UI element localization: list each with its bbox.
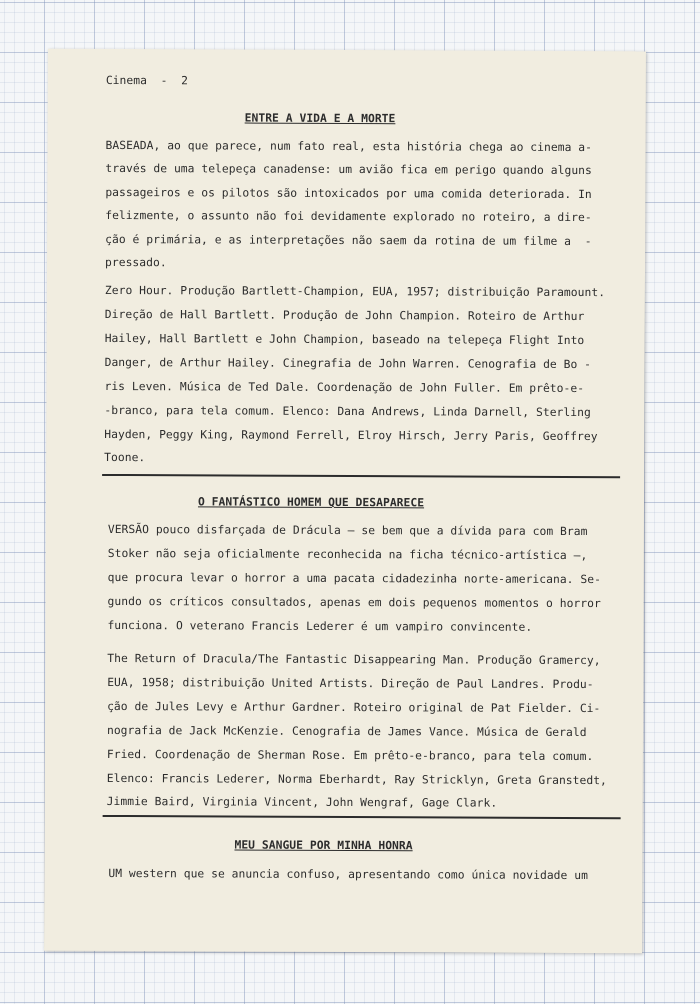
- text-line: ção de Jules Levy e Arthur Gardner. Roteiro original de Pat Fielder. Ci-: [107, 699, 601, 716]
- text-line: -branco, para tela comum. Elenco: Dana Andrews, Linda Darnell, Sterling: [104, 403, 591, 420]
- page-header: Cinema - 2: [105, 73, 189, 88]
- text-line: EUA, 1958; distribuição United Artists. Direção de Paul Landres. Produ-: [107, 675, 594, 692]
- typewritten-page: [44, 49, 646, 954]
- section-title-fantastico-homem: O FANTÁSTICO HOMEM QUE DESAPARECE: [197, 495, 425, 510]
- text-line: que procura levar o horror a uma pacata cidadezinha norte-americana. Se-: [107, 570, 601, 587]
- text-line: VERSÃO pouco disfarçada de Drácula — se bem que a dívida para com Bram: [107, 522, 588, 539]
- text-line: nografia de Jack McKenzie. Cenografia de James Vance. Música de Gerald: [106, 723, 587, 740]
- text-line: Fried. Coordenação de Sherman Rose. Em prêto-e-branco, para tela comum.: [106, 747, 594, 764]
- text-line: passageiros e os pilotos são intoxicados por uma comida deteriorada. In: [105, 185, 592, 202]
- text-line: Toone.: [104, 450, 146, 465]
- text-line: ris Leven. Música de Ted Dale. Coordenação de John Fuller. Em prêto-e-: [104, 379, 585, 396]
- text-line: funciona. O veterano Francis Lederer é um vampiro convincente.: [107, 618, 533, 634]
- text-line: UM western que se anuncia confuso, apresentando como única novidade um: [108, 866, 588, 883]
- text-line: pressado.: [105, 255, 167, 270]
- text-line: Jimmie Baird, Virginia Vincent, John Wengraf, Gage Clark.: [106, 794, 498, 810]
- text-line: Elenco: Francis Lederer, Norma Eberhardt, Ray Stricklyn, Greta Granstedt,: [106, 771, 607, 788]
- text-line: Hailey, Hall Bartlett e John Champion, baseado na telepeça Flight Into: [104, 331, 585, 348]
- text-line: Direção de Hall Bartlett. Produção de John Champion. Roteiro de Arthur: [104, 307, 585, 324]
- section-divider: [103, 815, 621, 819]
- text-line: gundo os críticos consultados, apenas em dois pequenos momentos o horror: [107, 594, 601, 611]
- section-divider: [102, 474, 620, 478]
- text-line: Danger, de Arthur Hailey. Cinegrafia de John Warren. Cenografia de Bo -: [104, 355, 592, 372]
- section-title-meu-sangue: MEU SANGUE POR MINHA HONRA: [234, 838, 413, 853]
- text-line: través de uma telepeça canadense: um avião fica em perigo quando alguns: [105, 161, 592, 178]
- text-line: felizmente, o assunto não foi devidamente explorado no roteiro, a dire-: [105, 208, 592, 225]
- text-line: ção é primária, e as interpretações não saem da rotina de um filme a -: [105, 232, 592, 249]
- text-line: BASEADA, ao que parece, num fato real, esta história chega ao cinema a-: [105, 138, 593, 155]
- text-line: Zero Hour. Produção Bartlett-Champion, EUA, 1957; distribuição Paramount.: [104, 283, 606, 300]
- text-line: Stoker não seja oficialmente reconhecida na ficha técnico-artística —,: [107, 546, 588, 563]
- text-line: The Return of Dracula/The Fantastic Disappearing Man. Produção Gramercy,: [107, 651, 601, 668]
- text-line: Hayden, Peggy King, Raymond Ferrell, Elroy Hirsch, Jerry Paris, Geoffrey: [104, 427, 598, 444]
- section-title-entre-a-vida: ENTRE A VIDA E A MORTE: [244, 111, 396, 126]
